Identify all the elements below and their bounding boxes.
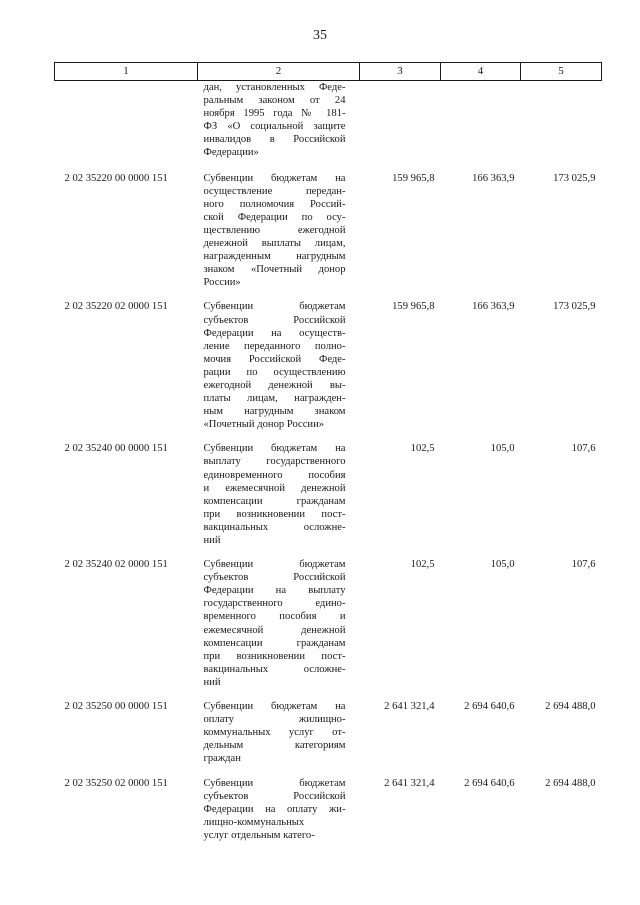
continuation-row <box>55 81 602 172</box>
name-line: ской Федерации по осу- <box>203 211 346 223</box>
name-line: государственного едино- <box>203 598 346 610</box>
amount-cell-col-4: 105,0 <box>490 443 515 455</box>
name-line: денежной выплаты лицам, <box>203 238 346 250</box>
name-line: ФЗ «О социальной защите <box>203 121 346 133</box>
budget-code-cell: 2 02 35220 02 0000 151 <box>64 301 168 313</box>
revenue-name-cell <box>198 558 360 700</box>
name-line: компенсации гражданам <box>203 495 346 507</box>
name-line: Федерации на осуществ- <box>203 327 346 339</box>
header-col-2: 2 <box>198 63 360 81</box>
name-line: коммунальных услуг от- <box>203 727 346 739</box>
header-col-3: 3 <box>360 63 441 81</box>
revenue-name-cell <box>198 300 360 442</box>
revenue-name-cell <box>198 700 360 776</box>
name-line: услуг отдельным катего- <box>203 829 315 841</box>
name-line: ежемесячной денежной <box>203 624 346 636</box>
name-line: рации по осуществлению <box>203 366 346 378</box>
name-line: платы лицам, награжден- <box>203 393 346 405</box>
name-line: ление переданного полно- <box>203 340 346 352</box>
name-line: мочия Российской Феде- <box>203 353 346 365</box>
name-line: ществлению ежегодной <box>203 224 346 236</box>
name-line: выплату государственного <box>203 456 346 468</box>
name-line: Субвенции бюджетам <box>203 559 346 571</box>
name-line: дельным категориям <box>203 740 346 752</box>
name-line: и ежемесячной денежной <box>203 482 346 494</box>
budget-code-cell: 2 02 35240 02 0000 151 <box>64 559 168 571</box>
table-row <box>55 300 602 442</box>
name-line: ний <box>203 535 221 546</box>
name-line: граждан <box>203 753 241 765</box>
name-line: Субвенции бюджетам <box>203 301 346 313</box>
name-line: при возникновении пост- <box>203 508 346 520</box>
amount-cell-col-5: 107,6 <box>571 559 596 571</box>
revenue-name-cell <box>198 442 360 558</box>
revenue-name-cell <box>198 777 360 853</box>
name-line: ного полномочия Россий- <box>203 198 346 210</box>
budget-code-cell: 2 02 35250 02 0000 151 <box>64 777 168 789</box>
amount-cell-col-5: 2 694 488,0 <box>545 777 596 789</box>
name-line: Федерации на оплату жи- <box>203 803 346 815</box>
name-line: России» <box>203 277 241 289</box>
name-line: Федерации на выплату <box>203 585 346 597</box>
amount-cell-col-5: 2 694 488,0 <box>545 701 596 713</box>
amount-cell-col-4: 166 363,9 <box>472 301 515 313</box>
name-line: компенсации гражданам <box>203 637 346 649</box>
name-line: субъектов Российской <box>203 572 346 584</box>
name-line: при возникновении пост- <box>203 650 346 662</box>
amount-cell-col-4: 105,0 <box>490 559 515 571</box>
name-line: «Почетный донор России» <box>203 419 325 431</box>
amount-cell-col-3: 102,5 <box>410 443 435 455</box>
amount-cell-col-3: 159 965,8 <box>392 301 435 313</box>
name-line: оплату жилищно- <box>203 714 346 726</box>
header-col-4: 4 <box>441 63 521 81</box>
name-line: Субвенции бюджетам на <box>203 172 346 184</box>
amount-cell-col-3: 102,5 <box>410 559 435 571</box>
amount-cell-col-5: 173 025,9 <box>553 172 596 184</box>
table-row <box>55 172 602 301</box>
amount-cell-col-4: 2 694 640,6 <box>464 777 515 789</box>
name-line: ний <box>203 676 221 688</box>
name-line: Субвенции бюджетам <box>203 777 346 789</box>
name-line: временного пособия и <box>203 611 346 623</box>
name-line: награжденным нагрудным <box>203 251 346 263</box>
name-line: ежегодной денежной вы- <box>203 379 346 391</box>
name-line: субъектов Российской <box>203 790 346 802</box>
name-line: Субвенции бюджетам на <box>203 701 346 713</box>
budget-code-cell: 2 02 35250 00 0000 151 <box>64 701 168 713</box>
amount-cell-col-3: 159 965,8 <box>392 172 435 184</box>
table-header-row <box>55 63 602 81</box>
table-row <box>55 442 602 558</box>
amount-cell-col-4: 2 694 640,6 <box>464 701 515 713</box>
name-line: лищно-коммунальных <box>203 816 305 828</box>
name-line: единовременного пособия <box>203 469 346 481</box>
name-line: ноября 1995 года № 181- <box>203 108 346 120</box>
name-line: вакцинальных осложне- <box>203 521 346 533</box>
continuation-name-cell <box>198 81 360 172</box>
table-row <box>55 700 602 776</box>
page-number: 35 <box>313 28 327 43</box>
name-line: Субвенции бюджетам на <box>203 443 346 455</box>
budget-code-cell: 2 02 35240 00 0000 151 <box>64 443 168 455</box>
name-line: осуществление передан- <box>203 185 346 197</box>
amount-cell-col-5: 173 025,9 <box>553 301 596 313</box>
name-line: знаком «Почетный донор <box>203 264 346 276</box>
budget-code-cell: 2 02 35220 00 0000 151 <box>64 172 168 184</box>
revenue-name-cell <box>198 172 360 301</box>
table-row <box>55 777 602 853</box>
budget-table <box>54 62 602 853</box>
name-line: инвалидов в Российской <box>203 134 346 146</box>
name-line: ным нагрудным знаком <box>203 406 346 418</box>
amount-cell-col-5: 107,6 <box>571 443 596 455</box>
name-line: дан, установленных Феде- <box>203 82 346 93</box>
table-row <box>55 558 602 700</box>
amount-cell-col-3: 2 641 321,4 <box>384 777 435 789</box>
name-line: Федерации» <box>203 147 259 159</box>
amount-cell-col-3: 2 641 321,4 <box>384 701 435 713</box>
header-col-1: 1 <box>55 63 198 81</box>
amount-cell-col-4: 166 363,9 <box>472 172 515 184</box>
name-line: вакцинальных осложне- <box>203 663 346 675</box>
header-col-5: 5 <box>521 63 602 81</box>
name-line: ральным законом от 24 <box>203 95 346 107</box>
name-line: субъектов Российской <box>203 314 346 326</box>
